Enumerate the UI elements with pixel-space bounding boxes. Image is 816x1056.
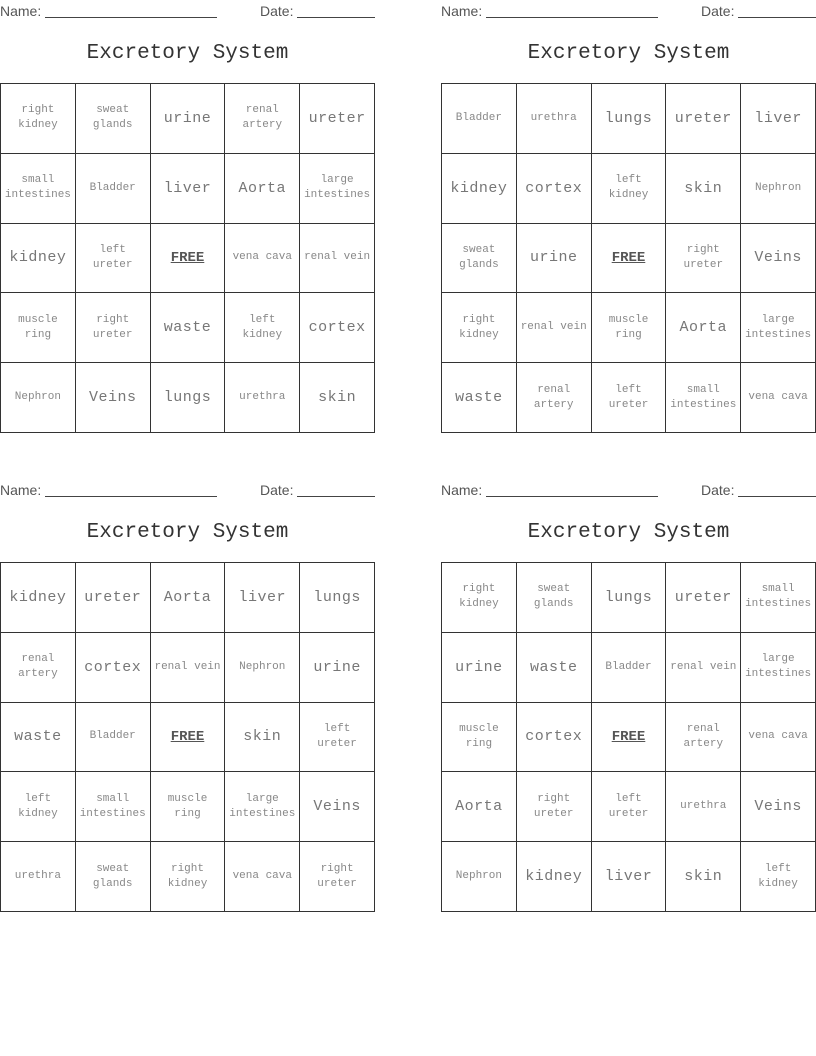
bingo-cell: skin xyxy=(225,703,300,773)
bingo-cell: Nephron xyxy=(741,154,816,224)
bingo-cell: cortex xyxy=(517,154,592,224)
name-date-row xyxy=(0,482,375,498)
bingo-cell: urine xyxy=(517,224,592,294)
bingo-cell: vena cava xyxy=(225,842,300,912)
bingo-cell: kidney xyxy=(517,842,592,912)
bingo-cell: left ureter xyxy=(76,224,151,294)
bingo-cell: liver xyxy=(592,842,667,912)
bingo-cell: liver xyxy=(151,154,226,224)
date-label: Date: xyxy=(260,482,294,498)
bingo-grid xyxy=(0,562,375,912)
bingo-cell: right kidney xyxy=(442,563,517,633)
date-line[interactable] xyxy=(738,496,816,497)
bingo-cell: right ureter xyxy=(76,293,151,363)
card-title: Excretory System xyxy=(86,42,289,65)
bingo-cell: ureter xyxy=(666,84,741,154)
name-label: Name: xyxy=(441,482,483,498)
bingo-cell: liver xyxy=(741,84,816,154)
bingo-cell: skin xyxy=(666,842,741,912)
bingo-cell: ureter xyxy=(300,84,375,154)
name-line[interactable] xyxy=(486,496,658,497)
bingo-cell: renal artery xyxy=(1,633,76,703)
bingo-cell: Bladder xyxy=(592,633,667,703)
bingo-cell: left kidney xyxy=(225,293,300,363)
bingo-cell: Aorta xyxy=(666,293,741,363)
date-label: Date: xyxy=(260,3,294,19)
bingo-cell: vena cava xyxy=(741,703,816,773)
bingo-cell: urethra xyxy=(517,84,592,154)
bingo-cell: large intestines xyxy=(741,633,816,703)
bingo-cell: waste xyxy=(1,703,76,773)
bingo-cell: small intestines xyxy=(76,772,151,842)
name-date-row xyxy=(0,3,375,19)
bingo-cell: cortex xyxy=(76,633,151,703)
name-label: Name: xyxy=(0,3,42,19)
bingo-cell: Nephron xyxy=(225,633,300,703)
bingo-cell: left ureter xyxy=(592,363,667,433)
bingo-cell: urine xyxy=(151,84,226,154)
bingo-cell: renal artery xyxy=(666,703,741,773)
bingo-cell: right ureter xyxy=(517,772,592,842)
bingo-cell: waste xyxy=(517,633,592,703)
bingo-cell: Veins xyxy=(76,363,151,433)
name-date-row xyxy=(441,482,816,498)
bingo-grid xyxy=(441,562,816,912)
bingo-cell: Bladder xyxy=(442,84,517,154)
bingo-card xyxy=(441,0,816,435)
bingo-cell: Aorta xyxy=(225,154,300,224)
bingo-cell: muscle ring xyxy=(442,703,517,773)
bingo-cell: sweat glands xyxy=(442,224,517,294)
card-title: Excretory System xyxy=(86,521,289,544)
bingo-cell: lungs xyxy=(300,563,375,633)
bingo-cell: cortex xyxy=(300,293,375,363)
bingo-cell: Bladder xyxy=(76,154,151,224)
bingo-cell: urethra xyxy=(1,842,76,912)
bingo-cell: liver xyxy=(225,563,300,633)
bingo-cell: Aorta xyxy=(442,772,517,842)
bingo-cell: muscle ring xyxy=(1,293,76,363)
name-date-row xyxy=(441,3,816,19)
bingo-cell: small intestines xyxy=(741,563,816,633)
bingo-cell: lungs xyxy=(592,84,667,154)
free-space: FREE xyxy=(151,703,226,773)
date-line[interactable] xyxy=(738,17,816,18)
bingo-cell: left kidney xyxy=(1,772,76,842)
date-label: Date: xyxy=(701,482,735,498)
date-line[interactable] xyxy=(297,17,375,18)
bingo-cell: Bladder xyxy=(76,703,151,773)
name-line[interactable] xyxy=(45,17,217,18)
bingo-cell: vena cava xyxy=(225,224,300,294)
bingo-cell: renal vein xyxy=(300,224,375,294)
bingo-cell: waste xyxy=(442,363,517,433)
bingo-cell: renal vein xyxy=(517,293,592,363)
bingo-cell: waste xyxy=(151,293,226,363)
date-line[interactable] xyxy=(297,496,375,497)
bingo-cell: right kidney xyxy=(151,842,226,912)
bingo-cell: sweat glands xyxy=(76,842,151,912)
bingo-cell: urine xyxy=(442,633,517,703)
bingo-cell: sweat glands xyxy=(517,563,592,633)
bingo-cell: ureter xyxy=(666,563,741,633)
bingo-cell: renal artery xyxy=(517,363,592,433)
bingo-grid xyxy=(441,83,816,433)
bingo-cell: kidney xyxy=(1,563,76,633)
bingo-cell: left kidney xyxy=(592,154,667,224)
bingo-cell: muscle ring xyxy=(592,293,667,363)
bingo-cell: cortex xyxy=(517,703,592,773)
bingo-cell: muscle ring xyxy=(151,772,226,842)
bingo-cell: Veins xyxy=(300,772,375,842)
bingo-cell: Nephron xyxy=(442,842,517,912)
bingo-cell: renal vein xyxy=(666,633,741,703)
bingo-cell: skin xyxy=(300,363,375,433)
name-line[interactable] xyxy=(486,17,658,18)
bingo-cell: right ureter xyxy=(666,224,741,294)
name-line[interactable] xyxy=(45,496,217,497)
bingo-cell: lungs xyxy=(151,363,226,433)
card-title: Excretory System xyxy=(527,521,730,544)
free-space: FREE xyxy=(151,224,226,294)
bingo-cell: large intestines xyxy=(225,772,300,842)
bingo-cell: ureter xyxy=(76,563,151,633)
bingo-cell: Nephron xyxy=(1,363,76,433)
bingo-cell: Veins xyxy=(741,772,816,842)
bingo-cell: renal vein xyxy=(151,633,226,703)
bingo-card xyxy=(0,479,375,914)
bingo-cell: urethra xyxy=(225,363,300,433)
bingo-cell: small intestines xyxy=(1,154,76,224)
bingo-cell: renal artery xyxy=(225,84,300,154)
bingo-cell: kidney xyxy=(442,154,517,224)
bingo-cell: skin xyxy=(666,154,741,224)
name-label: Name: xyxy=(0,482,42,498)
bingo-cell: large intestines xyxy=(741,293,816,363)
bingo-card xyxy=(0,0,375,435)
bingo-cell: large intestines xyxy=(300,154,375,224)
bingo-cell: sweat glands xyxy=(76,84,151,154)
bingo-cell: left ureter xyxy=(300,703,375,773)
bingo-cell: right kidney xyxy=(1,84,76,154)
bingo-cell: urethra xyxy=(666,772,741,842)
bingo-cell: right kidney xyxy=(442,293,517,363)
name-label: Name: xyxy=(441,3,483,19)
bingo-cell: small intestines xyxy=(666,363,741,433)
free-space: FREE xyxy=(592,224,667,294)
bingo-card xyxy=(441,479,816,914)
card-title: Excretory System xyxy=(527,42,730,65)
bingo-cell: right ureter xyxy=(300,842,375,912)
free-space: FREE xyxy=(592,703,667,773)
bingo-cell: urine xyxy=(300,633,375,703)
bingo-cell: lungs xyxy=(592,563,667,633)
bingo-grid xyxy=(0,83,375,433)
bingo-cell: Veins xyxy=(741,224,816,294)
date-label: Date: xyxy=(701,3,735,19)
bingo-cell: kidney xyxy=(1,224,76,294)
bingo-cell: left ureter xyxy=(592,772,667,842)
bingo-cell: vena cava xyxy=(741,363,816,433)
bingo-cell: left kidney xyxy=(741,842,816,912)
bingo-cell: Aorta xyxy=(151,563,226,633)
